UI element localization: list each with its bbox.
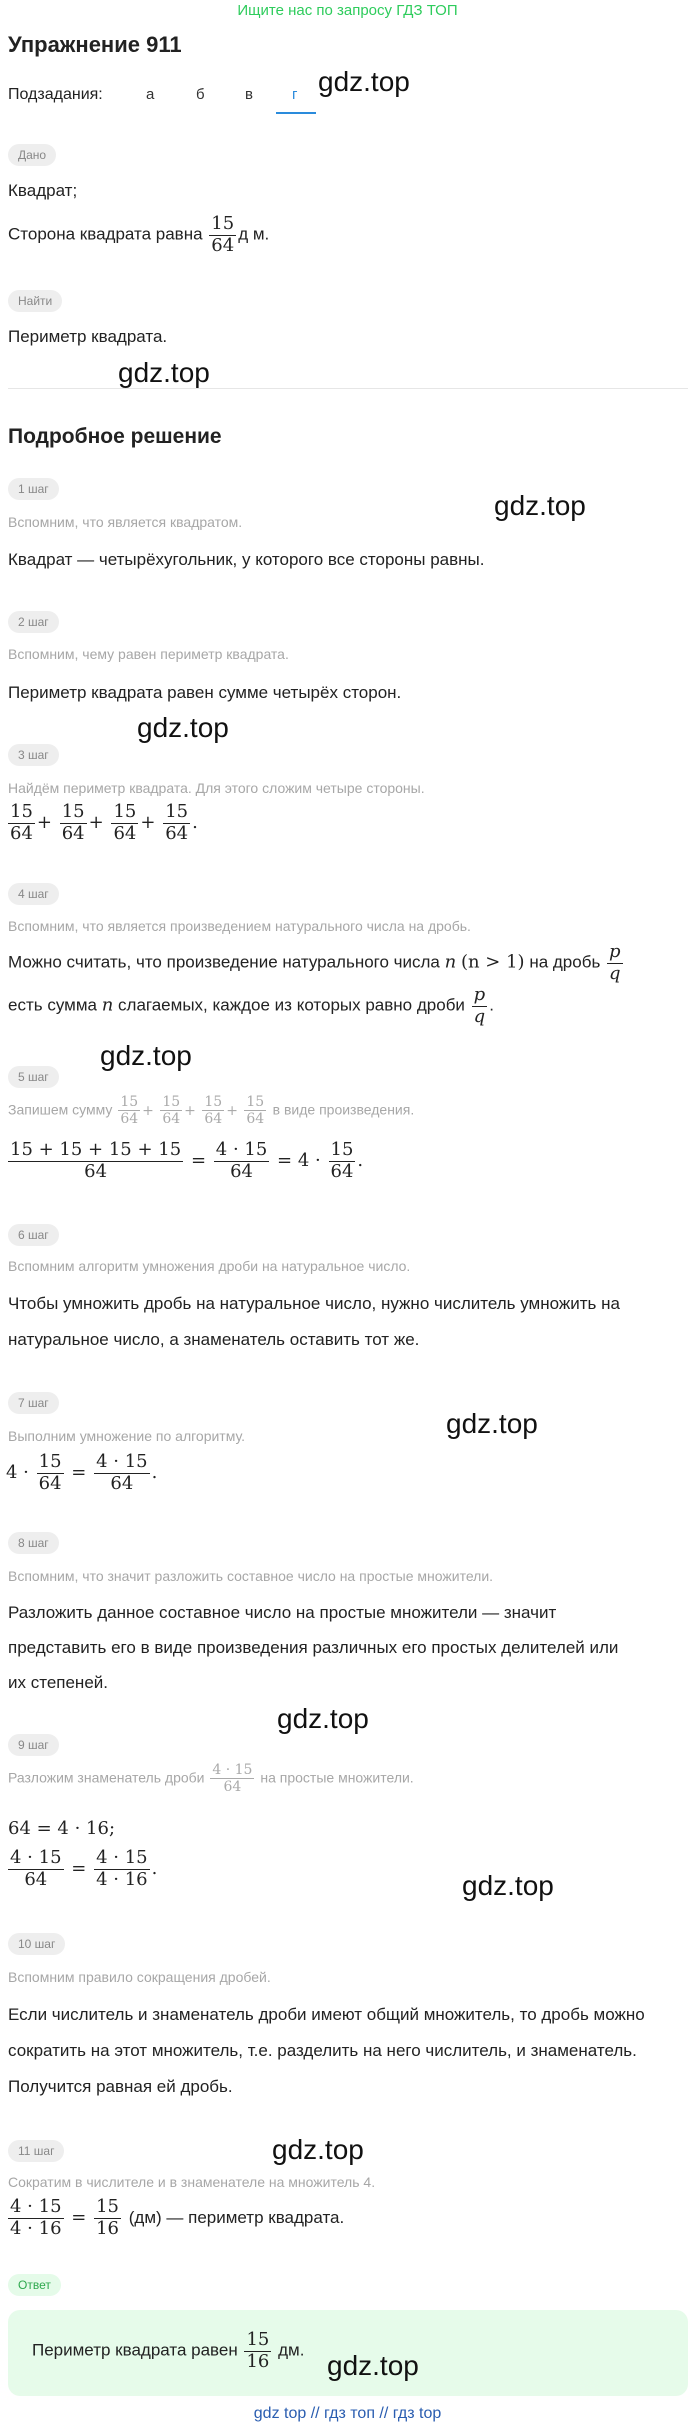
step-6-hint: Вспомним алгоритм умножения дроби на натуральное число. [8,1258,411,1274]
watermark: gdz.top [100,1040,192,1071]
step-8-hint: Вспомним, что значит разложить составное число на простые множители. [8,1568,494,1584]
step-3-badge: 3 шаг [8,744,59,766]
step-7-badge: 7 шаг [8,1392,59,1414]
step-8-line-1: Разложить данное составное число на простые множители — значит [8,1603,557,1622]
tab-a[interactable]: а [146,86,155,103]
step-8-badge: 8 шаг [8,1532,59,1554]
step-9-equation-1: 64 = 4 · 16; [8,1818,116,1839]
step-10-line-3: Получится равная ей дробь. [8,2077,233,2096]
step-2-badge: 2 шаг [8,611,59,633]
step-7-hint: Выполним умножение по алгоритму. [8,1428,245,1444]
step-5-product-expression: $\frac{15 + 15 + 15 + 15}{64}$ = $\frac{4 \cdot 15}{64}$ = 4 · $\frac{15}{64}$ . [10,1139,364,1182]
step-4-hint: Вспомним, что является произведением натурального числа на дробь. [8,918,471,934]
step-10-hint: Вспомним правило сокращения дробей. [8,1969,271,1985]
watermark: gdz.top [446,1408,538,1439]
step-8-line-2: представить его в виде произведения различных его простых делителей или [8,1638,619,1657]
step-10-line-2: сократить на этот множитель, т.е. разделить на него числитель, и знаменатель. [8,2041,637,2060]
find-text: Периметр квадрата. [8,327,168,346]
watermark: gdz.top [318,66,410,97]
step-5-hint: Запишем сумму $\frac{15}{64}$ + $\frac{15}{64}$ + $\frac{15}{64}$ + $\frac{15}{64}$ в виде произведения. [8,1094,415,1128]
watermark: gdz.top [118,357,210,388]
step-3-sum-expression: $\frac{15}{64}$ + $\frac{15}{64}$ + $\frac{15}{64}$ + $\frac{15}{64}$ . [10,801,198,844]
watermark: gdz.top [272,2134,364,2165]
given-line-2 [8,214,269,256]
given-badge: Дано [8,144,56,166]
watermark: gdz.top [277,1703,369,1734]
step-1-badge: 1 шаг [8,478,59,500]
tab-v[interactable]: в [245,86,253,103]
solution-title: Подробное решение [8,425,222,448]
tab-b[interactable]: б [196,86,205,103]
find-badge: Найти [8,290,62,312]
answer-badge: Ответ [8,2274,61,2296]
step-3-hint: Найдём периметр квадрата. Для этого сложим четыре стороны. [8,780,425,796]
step-10-line-1: Если числитель и знаменатель дроби имеют общий множитель, то дробь можно [8,2005,645,2024]
page-title: Упражнение 911 [8,32,182,57]
answer-text: Периметр квадрата равен $\frac{15}{16}$ дм. [32,2329,305,2372]
footer-links[interactable]: gdz top // гдз топ // гдз top [253,2405,442,2422]
given-side-unit: д м. [238,224,270,244]
step-10-badge: 10 шаг [8,1933,65,1955]
step-7-expression: 4 · $\frac{15}{64}$ = $\frac{4 \cdot 15}{64}$ . [6,1451,158,1494]
given-side-fraction: $\frac{15}{64}$ [211,213,235,256]
given-side-prefix: Сторона квадрата равна [8,224,203,244]
step-11-badge: 11 шаг [8,2140,64,2162]
step-4-line-1: Можно считать, что произведение натурального числа n (n > 1) на дробь $\frac{p}{q}$ [8,941,621,984]
step-6-line-1: Чтобы умножить дробь на натуральное число, нужно числитель умножить на [8,1294,620,1313]
step-1-hint: Вспомним, что является квадратом. [8,514,243,530]
step-9-equation-2: $\frac{4 \cdot 15}{64}$ = $\frac{4 \cdot 15}{4 \cdot 16}$ . [10,1847,158,1890]
step-4-badge: 4 шаг [8,883,59,905]
subtasks-label: Подзадания: [8,86,103,103]
top-banner-link[interactable]: Ищите нас по запросу ГДЗ ТОП [237,2,458,19]
step-11-hint: Сократим в числителе и в знаменателе на множитель 4. [8,2174,376,2190]
given-line-1: Квадрат; [8,181,78,200]
step-8-line-3: их степеней. [8,1673,108,1692]
step-4-line-2: есть сумма n слагаемых, каждое из которых равно дроби $\frac{p}{q}$ . [8,984,494,1027]
step-5-badge: 5 шаг [8,1066,59,1088]
section-divider [8,388,688,389]
watermark: gdz.top [327,2350,419,2381]
step-2-text: Периметр квадрата равен сумме четырёх сторон. [8,683,402,702]
step-1-text: Квадрат — четырёхугольник, у которого все стороны равны. [8,550,485,569]
step-9-hint: Разложим знаменатель дроби $\frac{4 \cdot 15}{64}$ на простые множители. [8,1762,414,1796]
watermark: gdz.top [494,490,586,521]
step-9-badge: 9 шаг [8,1734,59,1756]
step-6-badge: 6 шаг [8,1224,59,1246]
tab-g-active[interactable]: г [292,86,298,103]
active-tab-underline [276,112,316,114]
watermark: gdz.top [137,712,229,743]
step-2-hint: Вспомним, чему равен периметр квадрата. [8,646,289,662]
watermark: gdz.top [462,1870,554,1901]
step-11-expression: $\frac{4 \cdot 15}{4 \cdot 16}$ = $\frac{15}{16}$ (дм) — периметр квадрата. [10,2196,345,2239]
step-6-line-2: натуральное число, а знаменатель оставить тот же. [8,1330,420,1349]
